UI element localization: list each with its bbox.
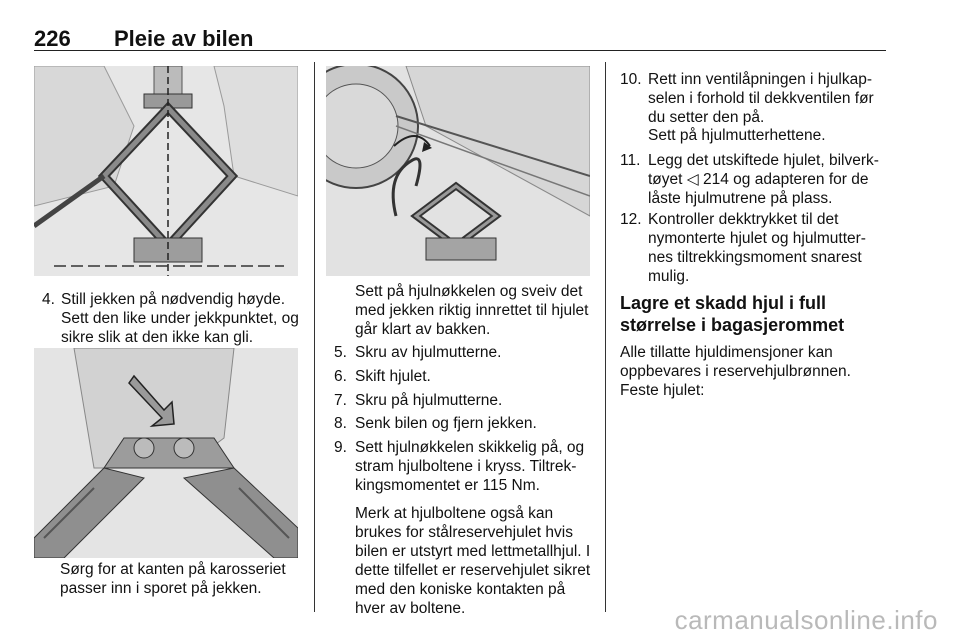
figure-caption: Sørg for at kanten på karosseriet passer inn i sporet på jekken. — [60, 561, 286, 597]
step-text: Rett inn ventilåpningen i hjulkap-selen i forhold til dekkventilen før du setter den på. — [648, 71, 874, 126]
step-number: 8. — [334, 415, 347, 432]
step-text: Sett hjulnøkkelen skikkelig på, og stram hjulboltene i kryss. Tiltrek-kingsmomentet er 115 Nm. — [355, 439, 585, 494]
step-text-part: og adapteren for de låste hjulmutrene på plass. — [648, 171, 869, 207]
step-text: Kontroller dekktrykket til det nymonterte hjulet og hjulmutter-nes tiltrekkingsmoment snarest mulig. — [648, 211, 866, 285]
step-number: 7. — [334, 392, 347, 409]
jack-at-wheel-illustration — [326, 66, 590, 276]
step-text-part: Legg det utskiftede hjulet, bilverk-tøyet — [648, 152, 879, 188]
jack-seat-closeup-illustration — [34, 348, 298, 558]
step-text: Skift hjulet. — [355, 368, 431, 385]
step-number: 11. — [620, 152, 641, 169]
step-10-subtext: Sett på hjulmutterhettene. — [648, 127, 826, 144]
step-number: 10. — [620, 71, 642, 88]
step-text: Senk bilen og fjern jekken. — [355, 415, 537, 432]
jack-under-car-illustration — [34, 66, 298, 276]
section-paragraph: Alle tillatte hjuldimensjoner kan oppbevares i reservehjulbrønnen. Feste hjulet: — [620, 344, 851, 399]
column-divider-1 — [314, 62, 315, 612]
page-reference-icon: ◁ — [686, 171, 699, 188]
step-text: Skru på hjulmutterne. — [355, 392, 503, 409]
page-number: 226 — [34, 26, 71, 51]
intro-text: Sett på hjulnøkkelen og sveiv det med jekken riktig innrettet til hjulet går klart av bakken. — [355, 283, 589, 338]
step-number: 5. — [334, 344, 347, 361]
step-number: 12. — [620, 211, 642, 228]
note-text: Merk at hjulboltene også kan brukes for stålreservehjulet hvis bilen er utstyrt med lettmetallhjul. I dette tilfellet er reservehjulet sikret med den koniske kontakten på hver av boltene. — [355, 505, 591, 617]
step-text: Skru av hjulmutterne. — [355, 344, 502, 361]
watermark: carmanualsonline.info — [674, 605, 938, 635]
column-divider-2 — [605, 62, 606, 612]
step-text: Still jekken på nødvendig høyde. Sett den like under jekkpunktet, og sikre slik at den ikke kan gli. — [61, 291, 299, 346]
step-text — [648, 151, 888, 208]
step-number: 6. — [334, 368, 347, 385]
page-header — [34, 26, 886, 51]
page-reference[interactable]: 214 — [703, 171, 729, 188]
step-number: 9. — [334, 439, 347, 456]
section-heading: Lagre et skadd hjul i full størrelse i bagasjerommet — [620, 293, 845, 335]
step-number: 4. — [42, 291, 55, 308]
page-title: Pleie av bilen — [114, 26, 254, 51]
